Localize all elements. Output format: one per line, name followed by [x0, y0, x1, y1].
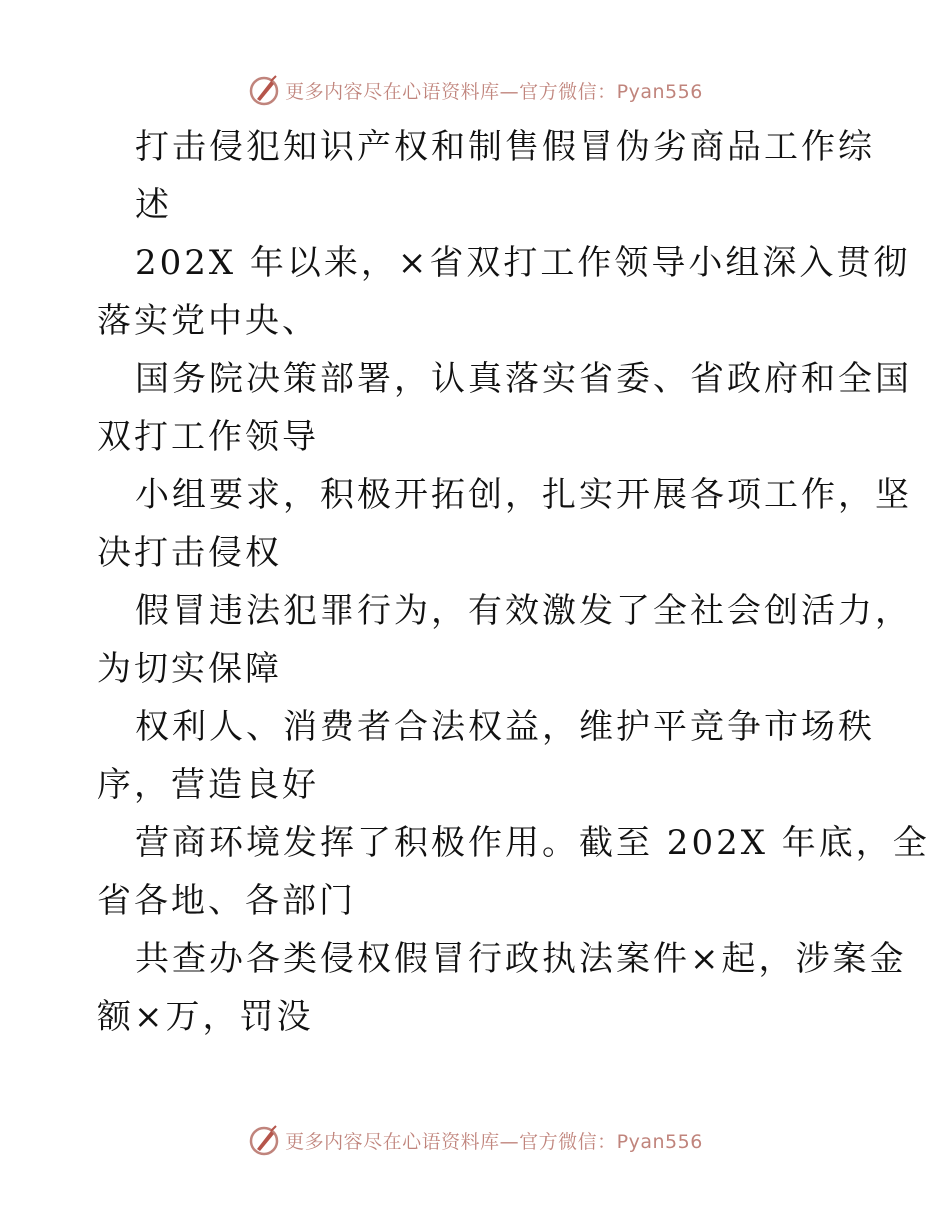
- paragraph-line: 额×万，罚没: [97, 997, 314, 1037]
- document-title-line-2: 述: [135, 185, 172, 225]
- quill-pen-logo-icon: [247, 73, 281, 107]
- header-banner: [0, 70, 950, 110]
- paragraph-line: 双打工作领导: [97, 417, 319, 457]
- footer-banner: [0, 1120, 950, 1160]
- header-banner-text: 更多内容尽在心语资料库—官方微信：Pyan556: [285, 80, 703, 103]
- paragraph-line: 小组要求，积极开拓创，扎实开展各项工作，坚: [135, 475, 912, 515]
- document-body: [97, 118, 930, 1046]
- footer-banner-text: 更多内容尽在心语资料库—官方微信：Pyan556: [285, 1130, 703, 1153]
- paragraph-line: 共查办各类侵权假冒行政执法案件×起，涉案金: [135, 939, 907, 979]
- paragraph-line: 权利人、消费者合法权益，维护平竞争市场秩: [135, 707, 875, 747]
- paragraph-line: 落实党中央、: [97, 301, 319, 341]
- paragraph-line: 假冒违法犯罪行为，有效激发了全社会创活力，: [135, 591, 912, 631]
- paragraph-line: 国务院决策部署，认真落实省委、省政府和全国: [135, 359, 912, 399]
- paragraph-line: 决打击侵权: [97, 533, 282, 573]
- paragraph-line: 为切实保障: [97, 649, 282, 689]
- paragraph-line: 营商环境发挥了积极作用。截至 202X 年底，全: [135, 823, 930, 863]
- paragraph-line: 序，营造良好: [97, 765, 319, 805]
- paragraph-line: 省各地、各部门: [97, 881, 356, 921]
- quill-pen-logo-icon: [247, 1123, 281, 1157]
- paragraph-line: 202X 年以来，×省双打工作领导小组深入贯彻: [135, 243, 911, 283]
- document-title-line-1: 打击侵犯知识产权和制售假冒伪劣商品工作综: [135, 127, 875, 167]
